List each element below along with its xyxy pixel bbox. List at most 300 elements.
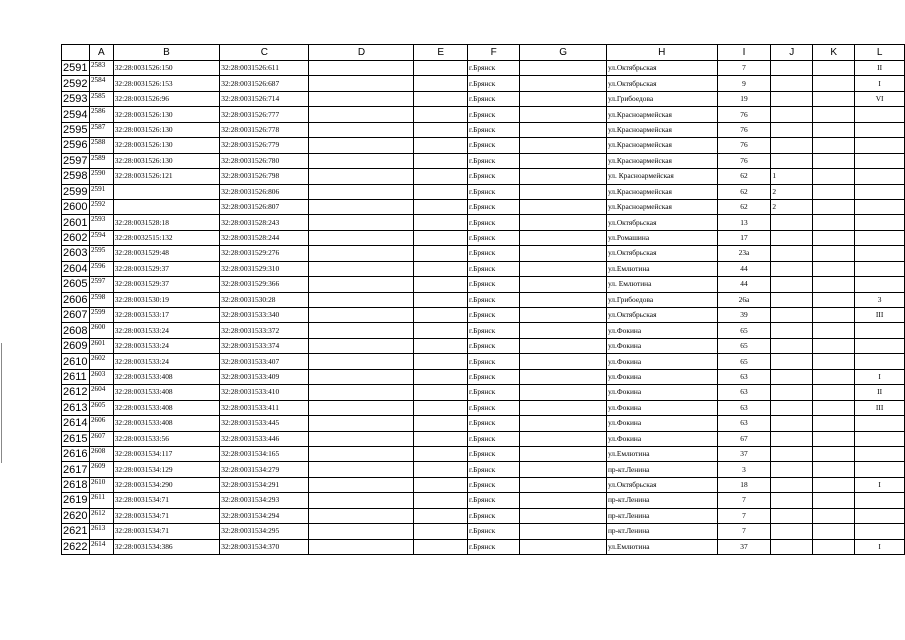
cell-j[interactable]: [771, 230, 813, 245]
cell-g[interactable]: [520, 215, 607, 230]
cell-j[interactable]: 2: [771, 199, 813, 214]
cell-b[interactable]: [113, 184, 220, 199]
cell-d[interactable]: [309, 169, 414, 184]
cell-k[interactable]: [813, 107, 855, 122]
cell-f[interactable]: г.Брянск: [468, 76, 520, 91]
cell-a[interactable]: 2610: [89, 477, 113, 492]
cell-k[interactable]: [813, 292, 855, 307]
cell-j[interactable]: [771, 246, 813, 261]
cell-h[interactable]: ул.Октябрьская: [606, 61, 717, 76]
cell-c[interactable]: 32:28:0031526:807: [220, 199, 309, 214]
row-number[interactable]: 2612: [63, 386, 88, 399]
row-number[interactable]: 2607: [63, 309, 88, 322]
cell-k[interactable]: [813, 215, 855, 230]
cell-l[interactable]: [855, 416, 905, 431]
cell-a[interactable]: 2604: [89, 385, 113, 400]
cell-g[interactable]: [520, 323, 607, 338]
cell-h[interactable]: ул.Красноармейская: [606, 199, 717, 214]
cell-d[interactable]: [309, 292, 414, 307]
cell-b[interactable]: 32:28:0031529:37: [113, 261, 220, 276]
cell-h[interactable]: ул.Фокина: [606, 369, 717, 384]
cell-a[interactable]: 2587: [89, 122, 113, 137]
cell-b[interactable]: 32:28:0031526:130: [113, 107, 220, 122]
cell-e[interactable]: [414, 308, 468, 323]
cell-j[interactable]: [771, 138, 813, 153]
cell-f[interactable]: г.Брянск: [468, 138, 520, 153]
cell-l[interactable]: [855, 446, 905, 461]
cell-h[interactable]: ул. Емлютина: [606, 277, 717, 292]
cell-c[interactable]: 32:28:0031533:409: [220, 369, 309, 384]
cell-f[interactable]: г.Брянск: [468, 61, 520, 76]
cell-h[interactable]: ул.Фокина: [606, 431, 717, 446]
cell-c[interactable]: 32:28:0031533:374: [220, 338, 309, 353]
cell-e[interactable]: [414, 385, 468, 400]
cell-a[interactable]: 2591: [89, 184, 113, 199]
cell-k[interactable]: [813, 76, 855, 91]
cell-l[interactable]: [855, 199, 905, 214]
cell-i[interactable]: 26а: [717, 292, 771, 307]
cell-b[interactable]: 32:28:0031526:150: [113, 61, 220, 76]
cell-l[interactable]: [855, 215, 905, 230]
cell-d[interactable]: [309, 385, 414, 400]
cell-c[interactable]: 32:28:0031533:407: [220, 354, 309, 369]
cell-l[interactable]: I: [855, 76, 905, 91]
cell-e[interactable]: [414, 431, 468, 446]
cell-a[interactable]: 2586: [89, 107, 113, 122]
cell-d[interactable]: [309, 184, 414, 199]
cell-d[interactable]: [309, 400, 414, 415]
cell-g[interactable]: [520, 354, 607, 369]
cell-g[interactable]: [520, 199, 607, 214]
cell-f[interactable]: г.Брянск: [468, 477, 520, 492]
row-number[interactable]: 2621: [63, 525, 88, 538]
cell-k[interactable]: [813, 153, 855, 168]
cell-d[interactable]: [309, 508, 414, 523]
cell-k[interactable]: [813, 61, 855, 76]
row-number[interactable]: 2609: [63, 340, 88, 353]
cell-c[interactable]: 32:28:0031528:243: [220, 215, 309, 230]
row-number[interactable]: 2592: [63, 77, 88, 90]
cell-c[interactable]: 32:28:0031534:294: [220, 508, 309, 523]
cell-f[interactable]: г.Брянск: [468, 169, 520, 184]
cell-i[interactable]: 65: [717, 354, 771, 369]
cell-e[interactable]: [414, 230, 468, 245]
cell-g[interactable]: [520, 416, 607, 431]
cell-k[interactable]: [813, 138, 855, 153]
cell-c[interactable]: 32:28:0031534:291: [220, 477, 309, 492]
cell-b[interactable]: 32:28:0031533:408: [113, 416, 220, 431]
cell-g[interactable]: [520, 431, 607, 446]
cell-h[interactable]: пр-кт.Ленина: [606, 493, 717, 508]
row-number[interactable]: 2611: [62, 369, 90, 384]
cell-h[interactable]: ул.Фокина: [606, 354, 717, 369]
cell-d[interactable]: [309, 493, 414, 508]
cell-g[interactable]: [520, 246, 607, 261]
cell-e[interactable]: [414, 292, 468, 307]
row-number[interactable]: 2618: [63, 479, 88, 492]
cell-i[interactable]: 44: [717, 277, 771, 292]
row-number[interactable]: 2616: [63, 448, 88, 461]
cell-e[interactable]: [414, 277, 468, 292]
cell-c[interactable]: 32:28:0031534:370: [220, 539, 309, 554]
cell-a[interactable]: 2588: [89, 138, 113, 153]
cell-c[interactable]: 32:28:0031533:411: [220, 400, 309, 415]
column-header-h[interactable]: H: [606, 45, 717, 61]
cell-a[interactable]: 2602: [89, 354, 113, 369]
cell-g[interactable]: [520, 61, 607, 76]
row-number[interactable]: 2622: [63, 540, 88, 553]
cell-k[interactable]: [813, 246, 855, 261]
cell-a[interactable]: 2614: [89, 539, 113, 554]
cell-f[interactable]: г.Брянск: [468, 508, 520, 523]
cell-c[interactable]: 32:28:0031530:28: [220, 292, 309, 307]
cell-h[interactable]: ул.Фокина: [606, 385, 717, 400]
row-number[interactable]: 2596: [63, 139, 88, 152]
corner-header[interactable]: [62, 45, 90, 61]
column-header-b[interactable]: B: [113, 45, 220, 61]
cell-a[interactable]: 2612: [89, 508, 113, 523]
cell-j[interactable]: [771, 61, 813, 76]
cell-a[interactable]: 2596: [89, 261, 113, 276]
cell-k[interactable]: [813, 354, 855, 369]
cell-e[interactable]: [414, 446, 468, 461]
cell-c[interactable]: 32:28:0031534:295: [220, 524, 309, 539]
cell-l[interactable]: I: [855, 477, 905, 492]
cell-h[interactable]: ул.Красноармейская: [606, 184, 717, 199]
cell-c[interactable]: 32:28:0031528:244: [220, 230, 309, 245]
row-number[interactable]: 2601: [63, 216, 88, 229]
cell-a[interactable]: 2613: [89, 524, 113, 539]
cell-l[interactable]: III: [855, 308, 905, 323]
cell-f[interactable]: г.Брянск: [468, 91, 520, 106]
cell-e[interactable]: [414, 199, 468, 214]
cell-b[interactable]: 32:28:0031533:56: [113, 431, 220, 446]
cell-c[interactable]: 32:28:0031526:806: [220, 184, 309, 199]
cell-l[interactable]: [855, 462, 905, 477]
cell-e[interactable]: [414, 369, 468, 384]
cell-h[interactable]: ул.Красноармейская: [606, 107, 717, 122]
cell-j[interactable]: [771, 215, 813, 230]
cell-l[interactable]: VI: [855, 91, 905, 106]
cell-g[interactable]: [520, 76, 607, 91]
cell-b[interactable]: 32:28:0031533:24: [113, 338, 220, 353]
cell-j[interactable]: [771, 261, 813, 276]
row-number[interactable]: 2594: [63, 108, 88, 121]
row-number[interactable]: 2615: [63, 432, 88, 445]
cell-d[interactable]: [309, 215, 414, 230]
cell-l[interactable]: I: [855, 369, 905, 384]
cell-k[interactable]: [813, 524, 855, 539]
cell-j[interactable]: [771, 416, 813, 431]
cell-d[interactable]: [309, 308, 414, 323]
cell-i[interactable]: 62: [717, 184, 771, 199]
cell-g[interactable]: [520, 385, 607, 400]
cell-f[interactable]: г.Брянск: [468, 400, 520, 415]
cell-h[interactable]: пр-кт.Ленина: [606, 508, 717, 523]
cell-e[interactable]: [414, 493, 468, 508]
cell-k[interactable]: [813, 539, 855, 554]
cell-k[interactable]: [813, 230, 855, 245]
row-number[interactable]: 2605: [63, 278, 88, 291]
cell-g[interactable]: [520, 369, 607, 384]
cell-c[interactable]: 32:28:0031533:446: [220, 431, 309, 446]
cell-j[interactable]: [771, 292, 813, 307]
cell-k[interactable]: [813, 400, 855, 415]
cell-i[interactable]: 37: [717, 446, 771, 461]
cell-j[interactable]: [771, 400, 813, 415]
cell-a[interactable]: 2601: [89, 338, 113, 353]
cell-d[interactable]: [309, 354, 414, 369]
cell-c[interactable]: 32:28:0031533:372: [220, 323, 309, 338]
cell-f[interactable]: г.Брянск: [468, 153, 520, 168]
column-header-l[interactable]: L: [855, 45, 905, 61]
column-header-e[interactable]: E: [414, 45, 468, 61]
cell-g[interactable]: [520, 91, 607, 106]
cell-c[interactable]: 32:28:0031533:340: [220, 308, 309, 323]
cell-e[interactable]: [414, 138, 468, 153]
cell-i[interactable]: 37: [717, 539, 771, 554]
cell-k[interactable]: [813, 431, 855, 446]
cell-j[interactable]: [771, 431, 813, 446]
cell-j[interactable]: [771, 323, 813, 338]
row-number[interactable]: 2599: [63, 185, 88, 198]
cell-l[interactable]: 3: [855, 292, 905, 307]
cell-i[interactable]: 13: [717, 215, 771, 230]
cell-h[interactable]: ул.Октябрьская: [606, 477, 717, 492]
cell-j[interactable]: [771, 539, 813, 554]
cell-h[interactable]: пр-кт.Ленина: [606, 524, 717, 539]
cell-a[interactable]: 2592: [89, 199, 113, 214]
cell-f[interactable]: г.Брянск: [468, 462, 520, 477]
cell-b[interactable]: 32:28:0031534:386: [113, 539, 220, 554]
cell-g[interactable]: [520, 539, 607, 554]
row-number[interactable]: 2608: [63, 324, 88, 337]
cell-g[interactable]: [520, 138, 607, 153]
cell-a[interactable]: 2589: [89, 153, 113, 168]
cell-a[interactable]: 2585: [89, 91, 113, 106]
cell-e[interactable]: [414, 539, 468, 554]
cell-b[interactable]: 32:28:0031534:117: [113, 446, 220, 461]
cell-a[interactable]: 2611: [89, 493, 113, 508]
row-number[interactable]: 2610: [63, 355, 88, 368]
cell-j[interactable]: [771, 277, 813, 292]
cell-g[interactable]: [520, 169, 607, 184]
cell-h[interactable]: ул.Октябрьская: [606, 308, 717, 323]
cell-a[interactable]: 2605: [89, 400, 113, 415]
cell-j[interactable]: [771, 385, 813, 400]
cell-l[interactable]: II: [855, 61, 905, 76]
cell-e[interactable]: [414, 338, 468, 353]
cell-j[interactable]: [771, 369, 813, 384]
cell-b[interactable]: 32:28:0031530:19: [113, 292, 220, 307]
cell-l[interactable]: [855, 431, 905, 446]
cell-g[interactable]: [520, 184, 607, 199]
cell-f[interactable]: г.Брянск: [468, 215, 520, 230]
row-number[interactable]: 2619: [63, 494, 88, 507]
cell-e[interactable]: [414, 107, 468, 122]
row-number[interactable]: 2593: [63, 93, 88, 106]
cell-f[interactable]: г.Брянск: [468, 122, 520, 137]
cell-h[interactable]: ул.Фокина: [606, 323, 717, 338]
row-number[interactable]: 2598: [63, 170, 88, 183]
cell-h[interactable]: ул.Фокина: [606, 338, 717, 353]
cell-b[interactable]: 32:28:0031526:130: [113, 138, 220, 153]
cell-j[interactable]: 2: [771, 184, 813, 199]
cell-c[interactable]: 32:28:0031526:687: [220, 76, 309, 91]
cell-h[interactable]: ул.Октябрьская: [606, 246, 717, 261]
cell-e[interactable]: [414, 76, 468, 91]
cell-b[interactable]: 32:28:0031526:121: [113, 169, 220, 184]
cell-g[interactable]: [520, 308, 607, 323]
cell-a[interactable]: 2603: [89, 369, 113, 384]
cell-e[interactable]: [414, 215, 468, 230]
cell-e[interactable]: [414, 400, 468, 415]
cell-f[interactable]: г.Брянск: [468, 446, 520, 461]
cell-a[interactable]: 2584: [89, 76, 113, 91]
cell-b[interactable]: 32:28:0031534:71: [113, 493, 220, 508]
cell-d[interactable]: [309, 91, 414, 106]
cell-k[interactable]: [813, 493, 855, 508]
cell-l[interactable]: [855, 184, 905, 199]
cell-d[interactable]: [309, 539, 414, 554]
cell-g[interactable]: [520, 508, 607, 523]
cell-d[interactable]: [309, 462, 414, 477]
cell-g[interactable]: [520, 153, 607, 168]
cell-c[interactable]: 32:28:0031526:777: [220, 107, 309, 122]
cell-e[interactable]: [414, 91, 468, 106]
cell-f[interactable]: г.Брянск: [468, 184, 520, 199]
row-number[interactable]: 2603: [63, 247, 88, 260]
column-header-a[interactable]: A: [89, 45, 113, 61]
cell-i[interactable]: 44: [717, 261, 771, 276]
cell-i[interactable]: 23а: [717, 246, 771, 261]
cell-j[interactable]: [771, 477, 813, 492]
cell-k[interactable]: [813, 91, 855, 106]
cell-g[interactable]: [520, 477, 607, 492]
cell-i[interactable]: 63: [717, 400, 771, 415]
cell-g[interactable]: [520, 292, 607, 307]
cell-i[interactable]: 7: [717, 61, 771, 76]
cell-h[interactable]: ул.Ромашина: [606, 230, 717, 245]
cell-g[interactable]: [520, 261, 607, 276]
cell-k[interactable]: [813, 446, 855, 461]
cell-l[interactable]: [855, 138, 905, 153]
cell-c[interactable]: 32:28:0031526:798: [220, 169, 309, 184]
cell-d[interactable]: [309, 477, 414, 492]
cell-c[interactable]: 32:28:0031526:778: [220, 122, 309, 137]
cell-l[interactable]: [855, 246, 905, 261]
row-number[interactable]: 2613: [63, 401, 88, 414]
cell-j[interactable]: [771, 493, 813, 508]
cell-i[interactable]: 65: [717, 323, 771, 338]
cell-d[interactable]: [309, 107, 414, 122]
cell-b[interactable]: 32:28:0031534:129: [113, 462, 220, 477]
cell-d[interactable]: [309, 230, 414, 245]
cell-c[interactable]: 32:28:0031529:366: [220, 277, 309, 292]
cell-d[interactable]: [309, 323, 414, 338]
cell-l[interactable]: [855, 107, 905, 122]
cell-b[interactable]: 32:28:0031534:71: [113, 508, 220, 523]
cell-c[interactable]: 32:28:0031526:780: [220, 153, 309, 168]
cell-g[interactable]: [520, 524, 607, 539]
cell-c[interactable]: 32:28:0031534:279: [220, 462, 309, 477]
cell-b[interactable]: 32:28:0031533:17: [113, 308, 220, 323]
cell-j[interactable]: [771, 107, 813, 122]
cell-f[interactable]: г.Брянск: [468, 369, 520, 384]
row-number[interactable]: 2614: [63, 417, 88, 430]
cell-k[interactable]: [813, 477, 855, 492]
cell-g[interactable]: [520, 122, 607, 137]
cell-c[interactable]: 32:28:0031533:445: [220, 416, 309, 431]
cell-f[interactable]: г.Брянск: [468, 107, 520, 122]
cell-c[interactable]: 32:28:0031526:611: [220, 61, 309, 76]
cell-c[interactable]: 32:28:0031529:310: [220, 261, 309, 276]
cell-j[interactable]: [771, 508, 813, 523]
cell-i[interactable]: 19: [717, 91, 771, 106]
cell-g[interactable]: [520, 400, 607, 415]
cell-e[interactable]: [414, 508, 468, 523]
cell-k[interactable]: [813, 338, 855, 353]
cell-b[interactable]: 32:28:0031526:130: [113, 153, 220, 168]
cell-d[interactable]: [309, 122, 414, 137]
cell-k[interactable]: [813, 308, 855, 323]
cell-f[interactable]: г.Брянск: [468, 493, 520, 508]
cell-f[interactable]: г.Брянск: [468, 354, 520, 369]
cell-b[interactable]: 32:28:0031529:48: [113, 246, 220, 261]
cell-b[interactable]: 32:28:0031533:408: [113, 385, 220, 400]
cell-i[interactable]: 39: [717, 308, 771, 323]
cell-f[interactable]: г.Брянск: [468, 431, 520, 446]
cell-c[interactable]: 32:28:0031533:410: [220, 385, 309, 400]
cell-h[interactable]: ул.Красноармейская: [606, 153, 717, 168]
cell-f[interactable]: г.Брянск: [468, 246, 520, 261]
cell-k[interactable]: [813, 462, 855, 477]
cell-a[interactable]: 2590: [89, 169, 113, 184]
cell-a[interactable]: 2595: [89, 246, 113, 261]
cell-g[interactable]: [520, 462, 607, 477]
column-header-d[interactable]: D: [309, 45, 414, 61]
cell-l[interactable]: [855, 323, 905, 338]
cell-d[interactable]: [309, 261, 414, 276]
cell-l[interactable]: [855, 493, 905, 508]
cell-j[interactable]: [771, 354, 813, 369]
cell-b[interactable]: 32:28:0032515:132: [113, 230, 220, 245]
cell-e[interactable]: [414, 477, 468, 492]
cell-k[interactable]: [813, 261, 855, 276]
cell-l[interactable]: [855, 277, 905, 292]
cell-l[interactable]: [855, 230, 905, 245]
cell-h[interactable]: ул.Емлютина: [606, 446, 717, 461]
cell-e[interactable]: [414, 354, 468, 369]
cell-f[interactable]: г.Брянск: [468, 338, 520, 353]
cell-a[interactable]: 2609: [89, 462, 113, 477]
row-number[interactable]: 2595: [63, 123, 88, 136]
cell-a[interactable]: 2583: [89, 61, 113, 76]
cell-i[interactable]: 76: [717, 138, 771, 153]
cell-a[interactable]: 2607: [89, 431, 113, 446]
cell-g[interactable]: [520, 338, 607, 353]
cell-i[interactable]: 76: [717, 153, 771, 168]
cell-e[interactable]: [414, 184, 468, 199]
cell-e[interactable]: [414, 462, 468, 477]
cell-a[interactable]: 2608: [89, 446, 113, 461]
cell-f[interactable]: г.Брянск: [468, 292, 520, 307]
cell-f[interactable]: г.Брянск: [468, 230, 520, 245]
cell-j[interactable]: [771, 76, 813, 91]
cell-f[interactable]: г.Брянск: [468, 261, 520, 276]
cell-j[interactable]: [771, 153, 813, 168]
cell-f[interactable]: г.Брянск: [468, 199, 520, 214]
